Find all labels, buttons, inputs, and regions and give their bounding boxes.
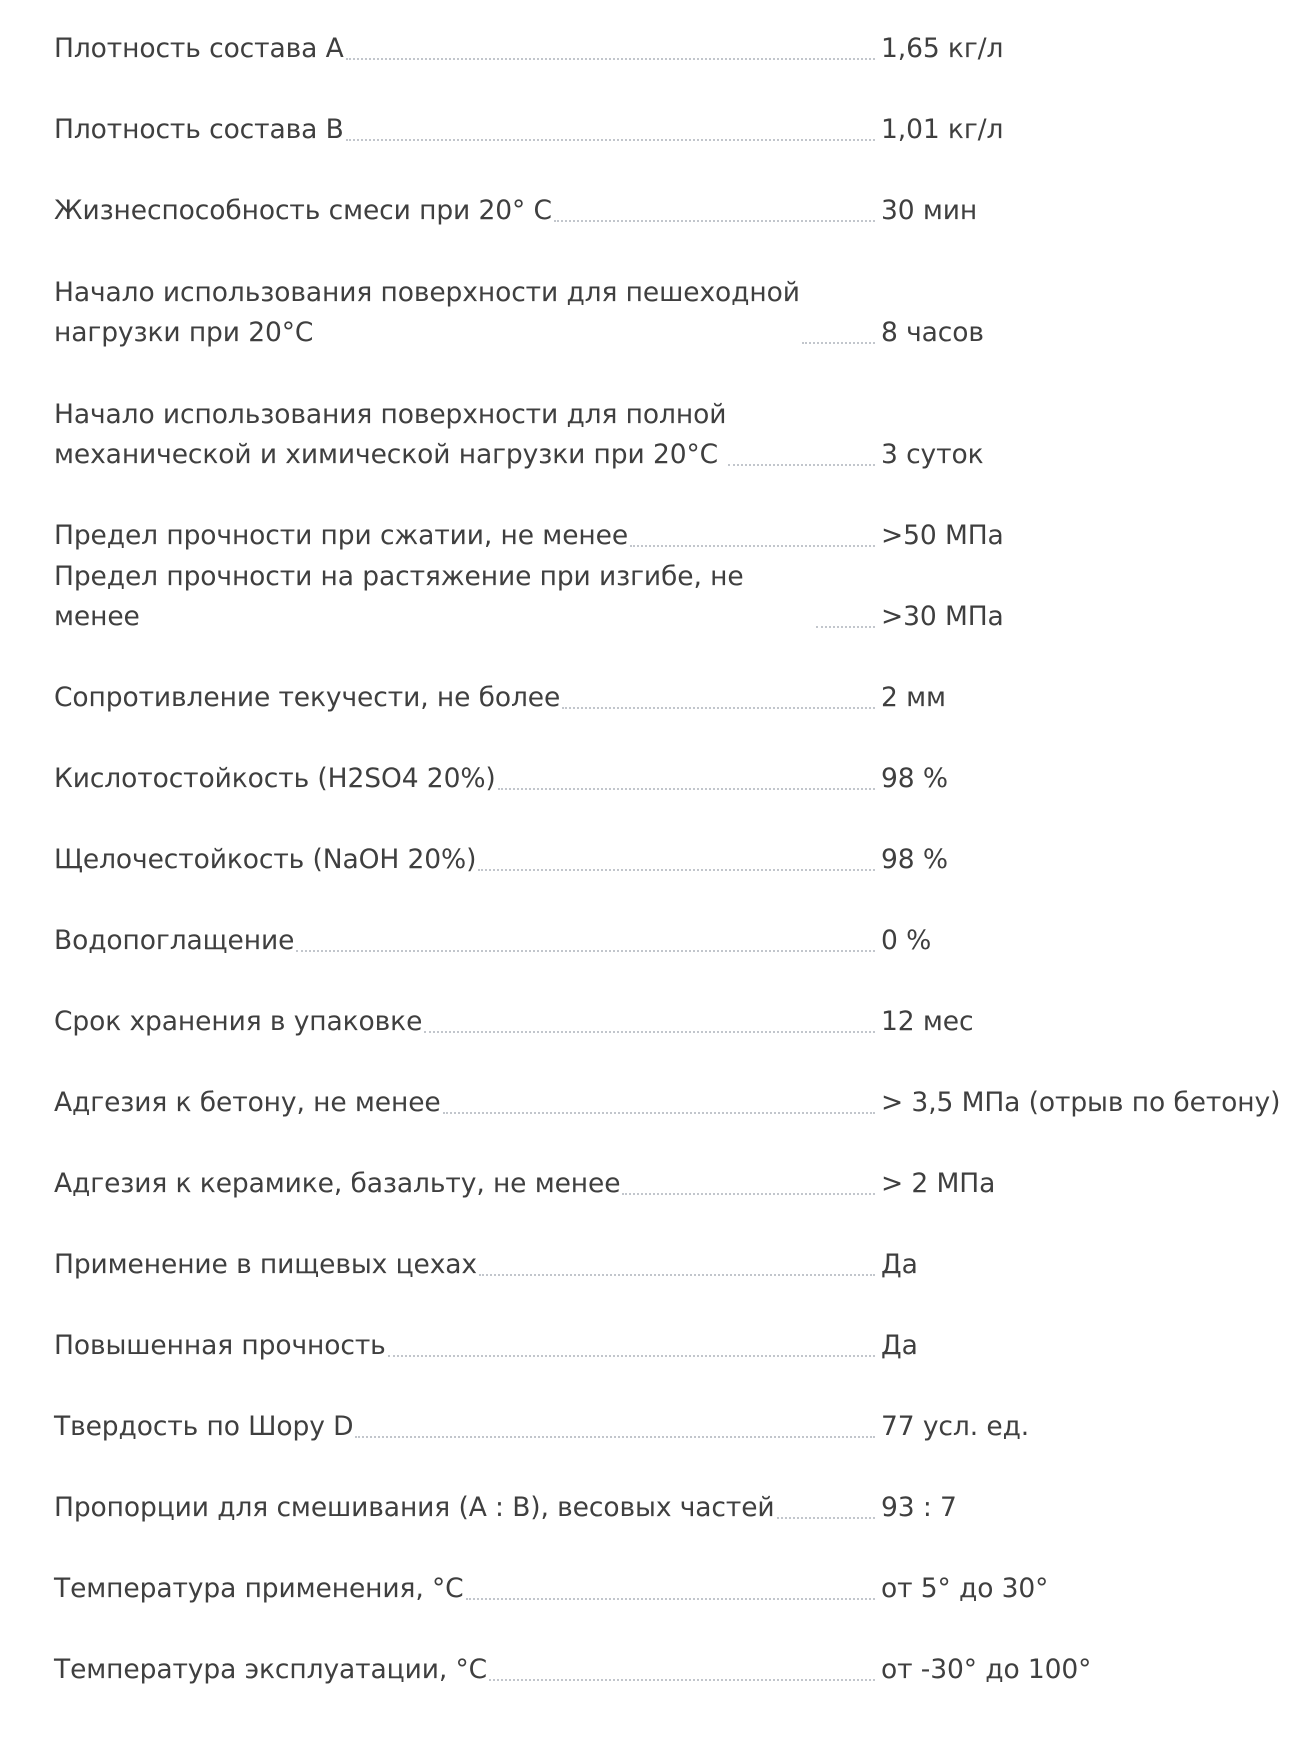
spec-value: 0 % bbox=[881, 925, 932, 956]
spec-row-density-b bbox=[54, 81, 1284, 162]
spec-row-adhesion-ceramic bbox=[54, 1135, 1284, 1216]
spec-label: Водопоглащение bbox=[54, 925, 295, 956]
spec-name bbox=[54, 395, 877, 475]
dotted-leader bbox=[630, 545, 875, 547]
spec-row-increased-strength bbox=[54, 1297, 1284, 1378]
dotted-leader bbox=[777, 1517, 875, 1519]
spec-name bbox=[54, 1002, 877, 1042]
spec-label: Кислотостойкость (H2SO4 20%) bbox=[54, 763, 496, 794]
spec-name bbox=[54, 557, 877, 637]
spec-label: Предел прочности при сжатии, не менее bbox=[54, 520, 629, 551]
dotted-leader bbox=[388, 1355, 875, 1357]
spec-row-water-absorption bbox=[54, 892, 1284, 973]
spec-name bbox=[54, 191, 877, 231]
spec-row-compressive-strength bbox=[54, 487, 1284, 568]
spec-name bbox=[54, 1488, 877, 1528]
spec-value: > 2 МПа bbox=[881, 1168, 996, 1199]
spec-name bbox=[54, 1407, 877, 1447]
spec-value: 8 часов bbox=[881, 317, 984, 348]
spec-row-application-temp bbox=[54, 1540, 1284, 1621]
spec-label: Плотность состава В bbox=[54, 114, 344, 145]
dotted-leader bbox=[466, 1598, 875, 1600]
spec-name bbox=[54, 759, 877, 799]
spec-name bbox=[54, 921, 877, 961]
spec-label: Адгезия к бетону, не менее bbox=[54, 1087, 441, 1118]
dotted-leader bbox=[478, 869, 875, 871]
spec-value: от -30° до 100° bbox=[881, 1654, 1092, 1685]
spec-label: Щелочестойкость (NaOH 20%) bbox=[54, 844, 477, 875]
spec-label: Адгезия к керамике, базальту, не менее bbox=[54, 1168, 621, 1199]
dotted-leader bbox=[489, 1679, 875, 1681]
spec-label: Применение в пищевых цехах bbox=[54, 1249, 478, 1280]
spec-row-shore-hardness bbox=[54, 1378, 1284, 1459]
spec-value: 1,65 кг/л bbox=[881, 33, 1004, 64]
spec-name bbox=[54, 840, 877, 880]
spec-label: Предел прочности на растяжение при изгибе, не менее bbox=[54, 561, 744, 632]
spec-row-density-a bbox=[54, 0, 1284, 81]
dotted-leader bbox=[554, 220, 875, 222]
dotted-leader bbox=[622, 1193, 875, 1195]
spec-list bbox=[54, 0, 1284, 1702]
spec-value: Да bbox=[881, 1330, 918, 1361]
spec-name bbox=[54, 1083, 877, 1123]
spec-value: 12 мес bbox=[881, 1006, 974, 1037]
spec-value: 93 : 7 bbox=[881, 1492, 957, 1523]
spec-label: Твердость по Шору D bbox=[54, 1411, 354, 1442]
spec-value: >50 МПа bbox=[881, 520, 1004, 551]
spec-label: Сопротивление текучести, не более bbox=[54, 682, 561, 713]
spec-row-shelf-life bbox=[54, 973, 1284, 1054]
spec-value: >30 МПа bbox=[881, 601, 1004, 632]
dotted-leader bbox=[562, 707, 875, 709]
spec-label: Температура применения, °С bbox=[54, 1573, 464, 1604]
spec-name bbox=[54, 516, 877, 556]
spec-name bbox=[54, 678, 877, 718]
spec-value: от 5° до 30° bbox=[881, 1573, 1049, 1604]
spec-label: Начало использования поверхности для полной механической и химической нагрузки при 20°С bbox=[54, 399, 727, 470]
spec-row-alkali-resistance bbox=[54, 811, 1284, 892]
dotted-leader bbox=[346, 139, 875, 141]
spec-value: 98 % bbox=[881, 844, 948, 875]
dotted-leader bbox=[479, 1274, 875, 1276]
spec-value: 1,01 кг/л bbox=[881, 114, 1004, 145]
dotted-leader bbox=[728, 464, 875, 466]
spec-name bbox=[54, 1569, 877, 1609]
spec-label: Срок хранения в упаковке bbox=[54, 1006, 423, 1037]
dotted-leader bbox=[355, 1436, 875, 1438]
dotted-leader bbox=[346, 58, 875, 60]
spec-row-pot-life bbox=[54, 162, 1284, 243]
spec-row-flexural-strength bbox=[54, 561, 1284, 649]
spec-row-acid-resistance bbox=[54, 730, 1284, 811]
spec-name bbox=[54, 1326, 877, 1366]
spec-value: 3 суток bbox=[881, 439, 984, 470]
spec-label: Плотность состава А bbox=[54, 33, 344, 64]
dotted-leader bbox=[498, 788, 875, 790]
dotted-leader bbox=[424, 1031, 875, 1033]
spec-name bbox=[54, 1164, 877, 1204]
dotted-leader bbox=[802, 342, 875, 344]
spec-name bbox=[54, 110, 877, 150]
spec-label: Начало использования поверхности для пешеходной нагрузки при 20°С bbox=[54, 277, 800, 348]
spec-value: Да bbox=[881, 1249, 918, 1280]
spec-row-adhesion-concrete bbox=[54, 1054, 1284, 1135]
spec-value: 98 % bbox=[881, 763, 948, 794]
spec-name bbox=[54, 1245, 877, 1285]
spec-value: 2 мм bbox=[881, 682, 946, 713]
spec-row-flow-resistance bbox=[54, 649, 1284, 730]
spec-name bbox=[54, 1650, 877, 1690]
spec-label: Повышенная прочность bbox=[54, 1330, 386, 1361]
spec-value: 30 мин bbox=[881, 195, 978, 226]
spec-row-mixing-ratio bbox=[54, 1459, 1284, 1540]
spec-row-full-load bbox=[54, 365, 1284, 487]
spec-label: Пропорции для смешивания (А : В), весовых частей bbox=[54, 1492, 775, 1523]
spec-row-operating-temp bbox=[54, 1621, 1284, 1702]
spec-value: 77 усл. ед. bbox=[881, 1411, 1030, 1442]
spec-row-food-use bbox=[54, 1216, 1284, 1297]
spec-value: > 3,5 МПа (отрыв по бетону) bbox=[881, 1087, 1281, 1118]
spec-label: Температура эксплуатации, °С bbox=[54, 1654, 488, 1685]
spec-label: Жизнеспособность смеси при 20° С bbox=[54, 195, 552, 226]
dotted-leader bbox=[443, 1112, 875, 1114]
spec-name bbox=[54, 273, 877, 353]
dotted-leader bbox=[816, 626, 875, 628]
spec-name bbox=[54, 29, 877, 69]
dotted-leader bbox=[296, 950, 875, 952]
spec-row-foot-traffic bbox=[54, 243, 1284, 365]
